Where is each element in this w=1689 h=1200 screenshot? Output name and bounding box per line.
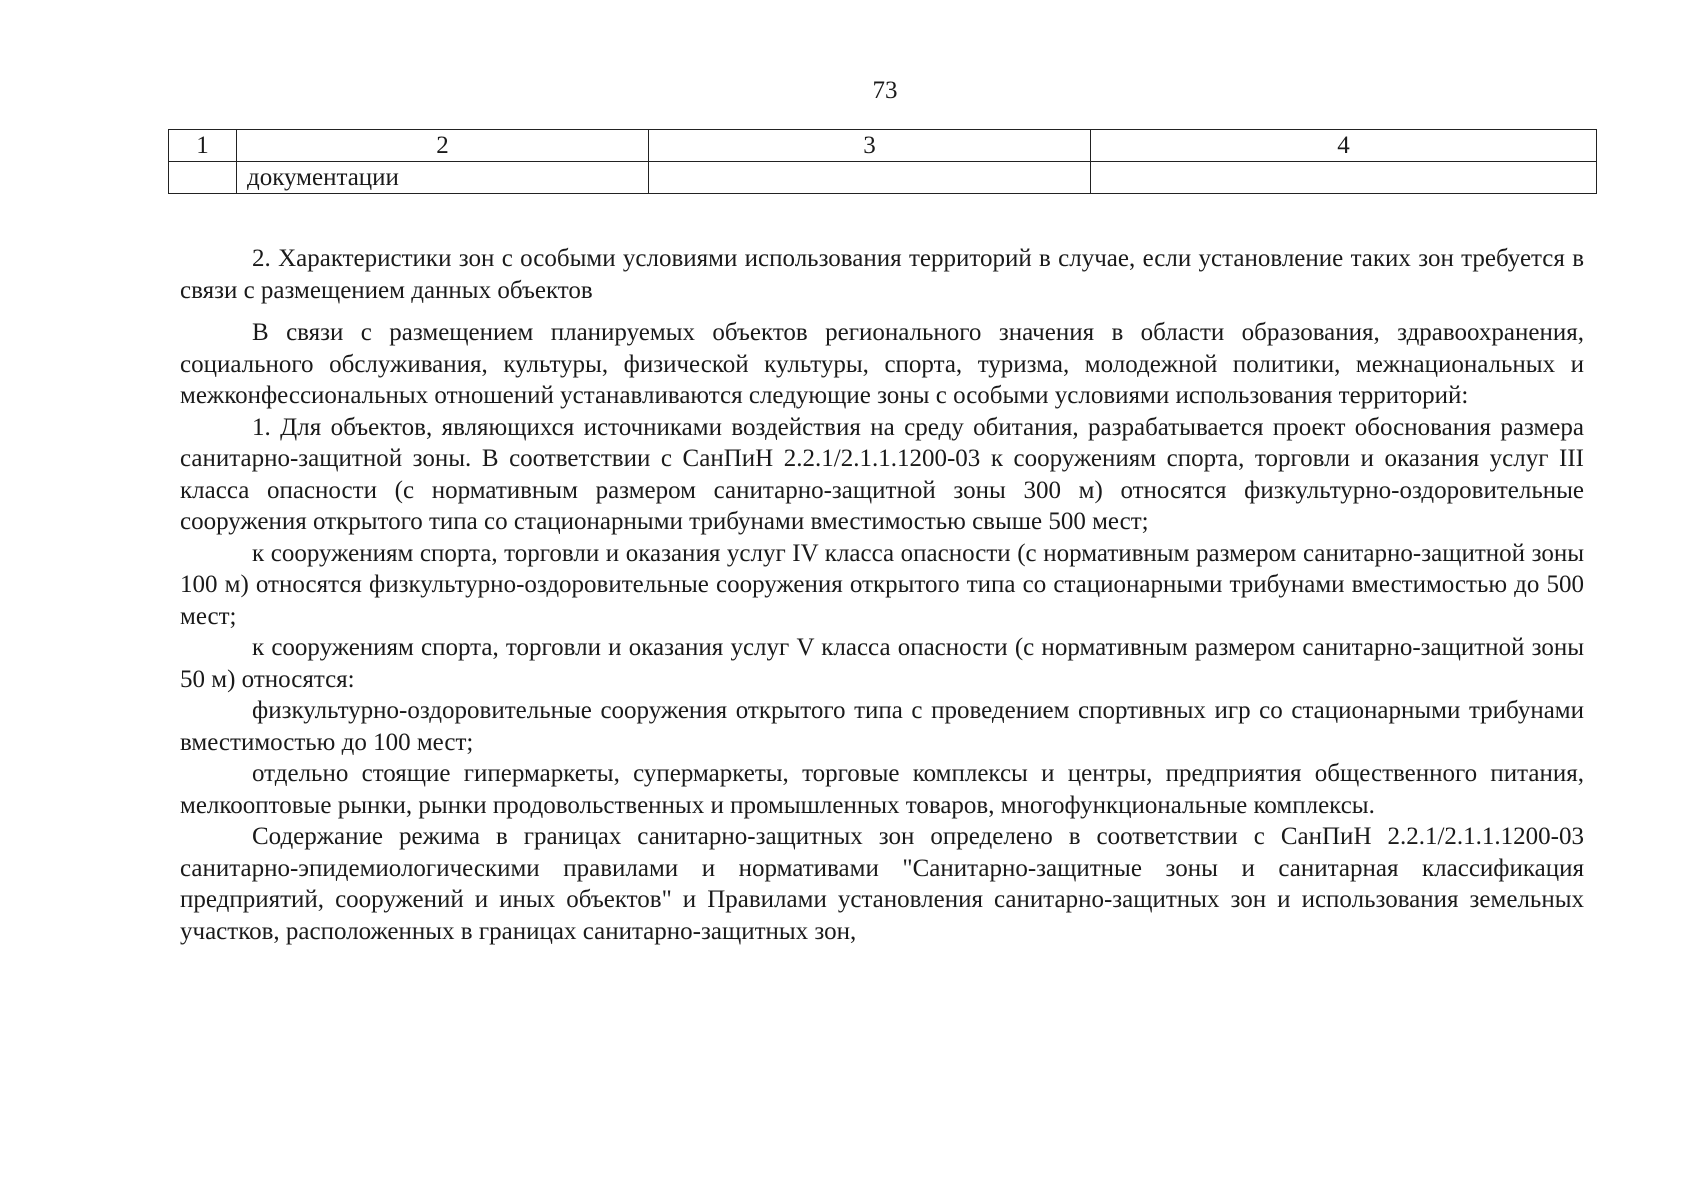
table-header-cell: 4 bbox=[1091, 130, 1597, 162]
section-heading: 2. Характеристики зон с особыми условиями использования территорий в случае, если установление таких зон требуется в связи с размещением данных объектов bbox=[180, 245, 1584, 304]
body-text bbox=[180, 243, 1584, 947]
table-cell: документации bbox=[237, 162, 649, 194]
paragraph: к сооружениям спорта, торговли и оказания услуг IV класса опасности (с нормативным размером санитарно-защитной зоны 100 м) относятся физкультурно-оздоровительные сооружения открытого типа со стационарными трибунами вместимостью до 500 мест; bbox=[180, 539, 1584, 630]
table-cell bbox=[649, 162, 1091, 194]
table-cell bbox=[169, 162, 237, 194]
table-header-row bbox=[169, 130, 1597, 162]
page-number: 73 bbox=[872, 77, 898, 104]
table-cell bbox=[1091, 162, 1597, 194]
table-header-cell: 1 bbox=[169, 130, 237, 162]
paragraph: В связи с размещением планируемых объектов регионального значения в области образования, здравоохранения, социального обслуживания, культуры, физической культуры, спорта, туризма, молодежной политики, межнациональных и межконфессиональных отношений устанавливаются следующие зоны с особыми условиями использования территорий: bbox=[180, 319, 1584, 409]
table-header-cell: 3 bbox=[649, 130, 1091, 162]
table-row bbox=[169, 162, 1597, 194]
paragraph: физкультурно-оздоровительные сооружения открытого типа с проведением спортивных игр со стационарными трибунами вместимостью до 100 мест; bbox=[180, 697, 1584, 756]
paragraph: к сооружениям спорта, торговли и оказания услуг V класса опасности (с нормативным размером санитарно-защитной зоны 50 м) относятся: bbox=[180, 634, 1584, 693]
continuation-table bbox=[168, 129, 1597, 194]
paragraph: отдельно стоящие гипермаркеты, супермаркеты, торговые комплексы и центры, предприятия общественного питания, мелкооптовые рынки, рынки продовольственных и промышленных товаров, многофункциональные комплексы. bbox=[180, 760, 1584, 819]
paragraph: 1. Для объектов, являющихся источниками воздействия на среду обитания, разрабатывается проект обоснования размера санитарно-защитной зоны. В соответствии с СанПиН 2.2.1/2.1.1.1200-03 к сооружениям спорта, торговли и оказания услуг III класса опасности (с нормативным размером санитарно-защитной зоны 300 м) относятся физкультурно-оздоровительные сооружения открытого типа со стационарными трибунами вместимостью свыше 500 мест; bbox=[180, 413, 1584, 535]
paragraph: Содержание режима в границах санитарно-защитных зон определено в соответствии с СанПиН 2.2.1/2.1.1.1200-03 санитарно-эпидемиологическими правилами и нормативами "Санитарно-защитные зоны и санитарная классификация предприятий, сооружений и иных объектов" и Правилами установления санитарно-защитных зон и использования земельных участков, расположенных в границах санитарно-защитных зон, bbox=[180, 823, 1584, 945]
table-header-cell: 2 bbox=[237, 130, 649, 162]
